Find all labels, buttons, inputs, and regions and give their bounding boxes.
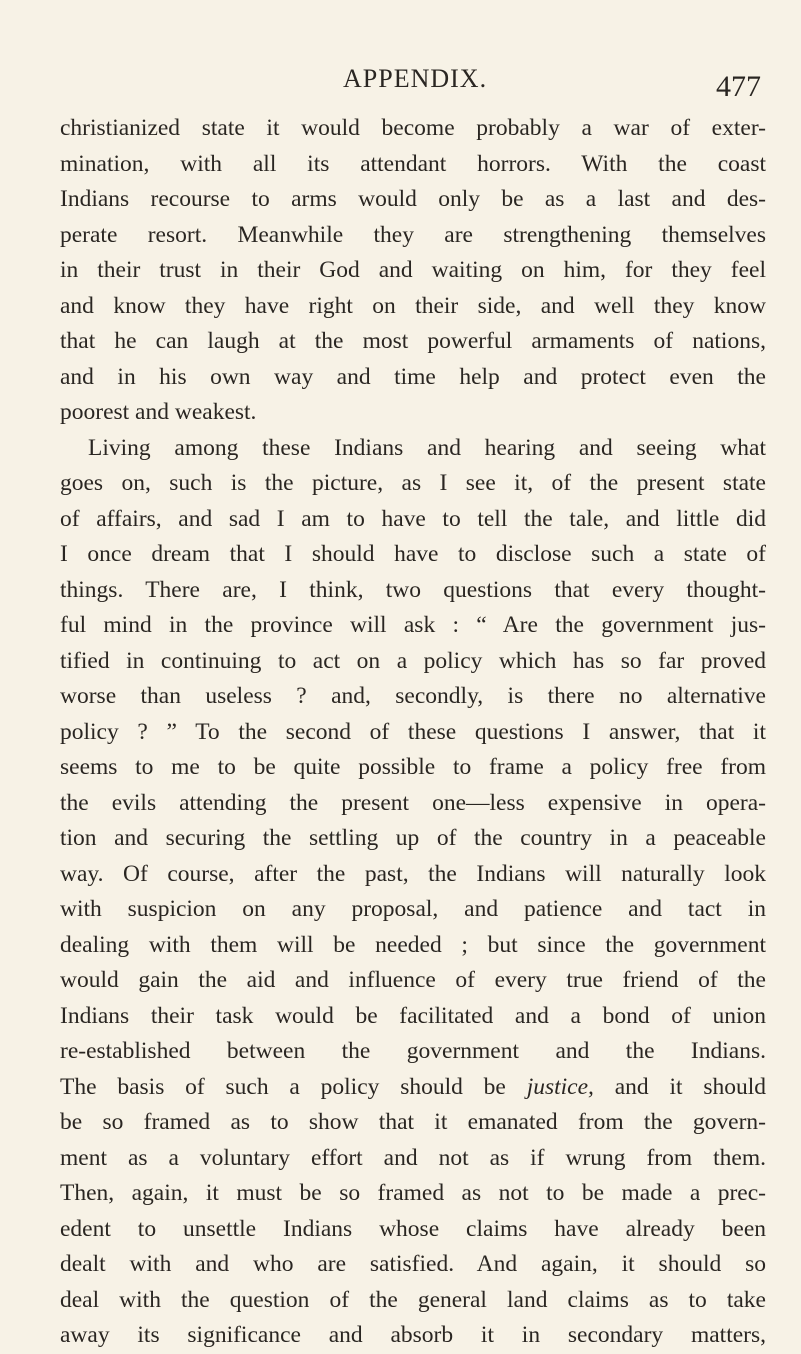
text-line: perate resort. Meanwhile they are strengthening themselves bbox=[60, 221, 766, 248]
text-line: I once dream that I should have to disclose such a state of bbox=[60, 541, 766, 567]
paragraph-start-line: Living among these Indians and hearing and seeing what bbox=[88, 434, 766, 461]
text-line: tified in continuing to act on a policy which has so far proved bbox=[60, 647, 766, 674]
text-line: that he can laugh at the most powerful armaments of nations, bbox=[60, 328, 766, 354]
text-line: things. There are, I think, two questions that every thought- bbox=[60, 576, 766, 603]
text-line: ful mind in the province will ask : “ Are the government jus- bbox=[60, 612, 766, 638]
text-line: tion and securing the settling up of the country in a peaceable bbox=[60, 825, 766, 851]
text-line: edent to unsettle Indians whose claims have already been bbox=[60, 1215, 766, 1242]
text-line: mination, with all its attendant horrors. With the coast bbox=[60, 150, 766, 177]
text-line: of affairs, and sad I am to have to tell the tale, and little did bbox=[60, 505, 766, 532]
text-line: and in his own way and time help and protect even the bbox=[60, 363, 766, 390]
text-line: worse than useless ? and, secondly, is there no alternative bbox=[60, 683, 766, 709]
emphasized-word: justice, bbox=[526, 1073, 594, 1100]
header-title: APPENDIX. bbox=[343, 64, 488, 93]
text-line-with-emphasis bbox=[60, 1070, 766, 1106]
body-text bbox=[60, 111, 766, 1354]
text-line: seems to me to be quite possible to frame a policy free from bbox=[60, 754, 766, 780]
text-line: ment as a voluntary effort and not as if wrung from them. bbox=[60, 1144, 766, 1171]
text-line: be so framed as to show that it emanated from the govern- bbox=[60, 1109, 766, 1135]
text-line: and know they have right on their side, and well they know bbox=[60, 292, 766, 319]
text-line: way. Of course, after the past, the Indians will naturally look bbox=[60, 860, 766, 887]
text-segment: The basis of such a policy should be bbox=[60, 1073, 506, 1100]
text-line: the evils attending the present one—less expensive in opera- bbox=[60, 789, 766, 816]
text-line: in their trust in their God and waiting on him, for they feel bbox=[60, 257, 766, 283]
text-line: would gain the aid and influence of every true friend of the bbox=[60, 967, 766, 993]
text-line: Then, again, it must be so framed as not to be made a prec- bbox=[60, 1180, 766, 1206]
text-line: deal with the question of the general land claims as to take bbox=[60, 1286, 766, 1313]
text-line: Indians their task would be facilitated and a bond of union bbox=[60, 1002, 766, 1029]
text-line: Indians recourse to arms would only be as a last and des- bbox=[60, 186, 766, 212]
text-line: christianized state it would become probably a war of exter- bbox=[60, 115, 766, 141]
text-line: goes on, such is the picture, as I see it, of the present state bbox=[60, 470, 766, 496]
text-line: with suspicion on any proposal, and patience and tact in bbox=[60, 896, 766, 922]
paragraph-end-line: poorest and weakest. bbox=[60, 399, 257, 425]
text-line: re-established between the government and the Indians. bbox=[60, 1038, 766, 1064]
text-line: dealt with and who are satisfied. And again, it should so bbox=[60, 1251, 766, 1277]
text-segment: and it should bbox=[614, 1073, 766, 1100]
page-number: 477 bbox=[716, 70, 761, 103]
running-head bbox=[0, 64, 801, 104]
text-line: policy ? ” To the second of these questions I answer, that it bbox=[60, 718, 766, 745]
text-line: dealing with them will be needed ; but since the government bbox=[60, 931, 766, 958]
text-line: away its significance and absorb it in secondary matters, bbox=[60, 1322, 766, 1348]
